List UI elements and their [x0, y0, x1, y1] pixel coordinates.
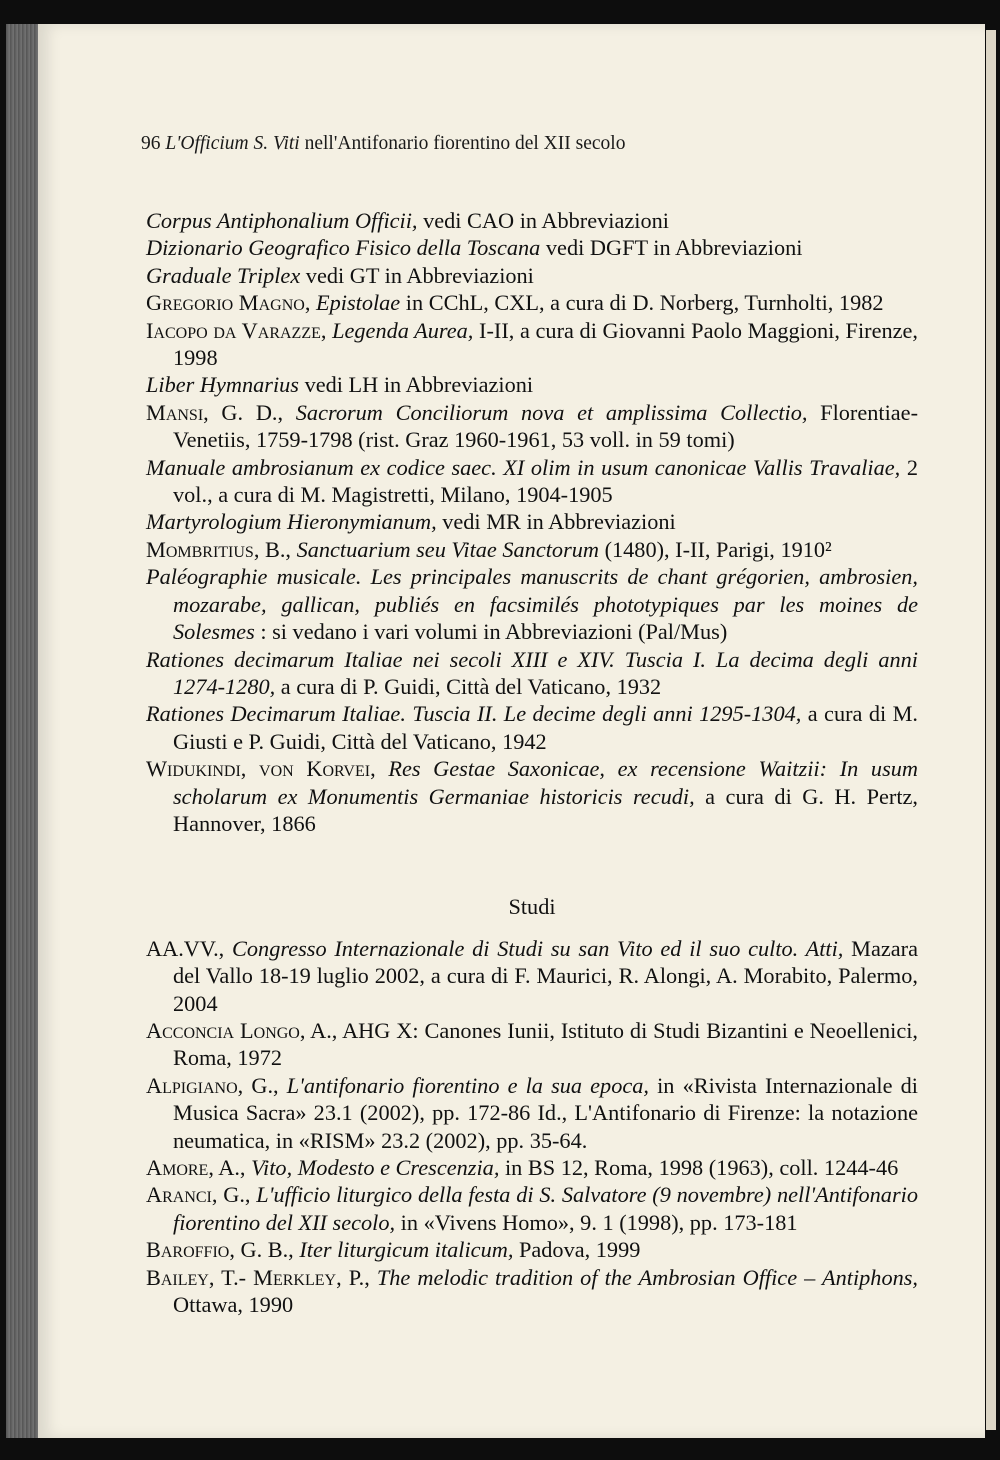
bib-entry: Mansi, G. D., Sacrorum Conciliorum nova et amplissima Collectio, Florentiae-Venetiis, 1759-1798 (rist. Graz 1960-1961, 53 voll. in 59 tomi) — [146, 399, 918, 453]
bib-entry: Iacopo da Varazze, Legenda Aurea, I-II, a cura di Giovanni Paolo Maggioni, Firenze, 1998 — [146, 317, 918, 371]
running-head-title: nell'Antifonario fiorentino del XII secolo — [299, 133, 626, 154]
bib-entry: Paléographie musicale. Les principales manuscrits de chant grégorien, ambrosien, mozarabe, gallican, publiés en facsimilés phototypiques par les moines de Solesmes : si vedano i vari volumi in Abbreviazioni (Pal/Mus) — [146, 564, 918, 645]
bib-entry: Gregorio Magno, Epistolae in CChL, CXL, a cura di D. Norberg, Turnholti, 1982 — [146, 290, 884, 316]
bib-entry: Graduale Triplex vedi GT in Abbreviazioni — [146, 262, 534, 288]
bib-entry: Manuale ambrosianum ex codice saec. XI olim in usum canonicae Vallis Travaliae, 2 vol., a cura di M. Magistretti, Milano, 1904-1905 — [146, 454, 918, 508]
bib-entry: Bailey, T.- Merkley, P., The melodic tradition of the Ambrosian Office – Antiphons, Ottawa, 1990 — [146, 1264, 918, 1318]
running-head-title-italic: L'Officium S. Viti — [165, 133, 300, 154]
fonti-list — [146, 207, 918, 837]
bib-entry: Widukindi, von Korvei, Res Gestae Saxonicae, ex recensione Waitzii: In usum scholarum ex Monumentis Germaniae historicis recudi, a cura di G. H. Pertz, Hannover, 1866 — [146, 756, 919, 836]
bibliography — [146, 207, 918, 1318]
bib-entry: Acconcia Longo, A., AHG X: Canones Iunii, Istituto di Studi Bizantini e Neoellenici, Roma, 1972 — [146, 1017, 918, 1071]
studi-list — [146, 935, 918, 1319]
bib-entry: Baroffio, G. B., Iter liturgicum italicum, Padova, 1999 — [146, 1237, 641, 1263]
bib-entry: Aranci, G., L'ufficio liturgico della festa di S. Salvatore (9 novembre) nell'Antifonario fiorentino del XII secolo, in «Vivens Homo», 9. 1 (1998), pp. 173-181 — [146, 1182, 918, 1235]
bib-entry: Alpigiano, G., L'antifonario fiorentino e la sua epoca, in «Rivista Internazionale di Musica Sacra» 23.1 (2002), pp. 172-86 Id., L'Antifonario di Firenze: la notazione neumatica, in «RISM» 23.2 (2002), pp. 35-64. — [146, 1072, 918, 1153]
bib-entry: Rationes Decimarum Italiae. Tuscia II. Le decime degli anni 1295-1304, a cura di M. Giusti e P. Guidi, Città del Vaticano, 1942 — [146, 701, 918, 754]
section-heading-studi: Studi — [508, 894, 556, 920]
bib-entry: Corpus Antiphonalium Officii, vedi CAO in Abbreviazioni — [146, 208, 669, 233]
bib-entry: Dizionario Geografico Fisico della Toscana vedi DGFT in Abbreviazioni — [146, 235, 803, 261]
page-right-edge — [986, 30, 996, 1430]
page-number: 96 — [141, 133, 161, 154]
bib-entry: Mombritius, B., Sanctuarium seu Vitae Sanctorum (1480), I-II, Parigi, 1910² — [146, 536, 832, 562]
bib-entry: Liber Hymnarius vedi LH in Abbreviazioni — [146, 372, 534, 398]
bib-entry: Amore, A., Vito, Modesto e Crescenzia, in BS 12, Roma, 1998 (1963), coll. 1244-46 — [146, 1155, 899, 1180]
bib-entry: Rationes decimarum Italiae nei secoli XIII e XIV. Tuscia I. La decima degli anni 1274-1280, a cura di P. Guidi, Città del Vaticano, 1932 — [146, 646, 918, 699]
bib-entry: Martyrologium Hieronymianum, vedi MR in Abbreviazioni — [146, 509, 676, 535]
running-head — [141, 133, 625, 155]
bib-entry: AA.VV., Congresso Internazionale di Studi su san Vito ed il suo culto. Atti, Mazara del Vallo 18-19 luglio 2002, a cura di F. Maurici, R. Alongi, A. Morabito, Palermo, 2004 — [146, 935, 918, 1016]
